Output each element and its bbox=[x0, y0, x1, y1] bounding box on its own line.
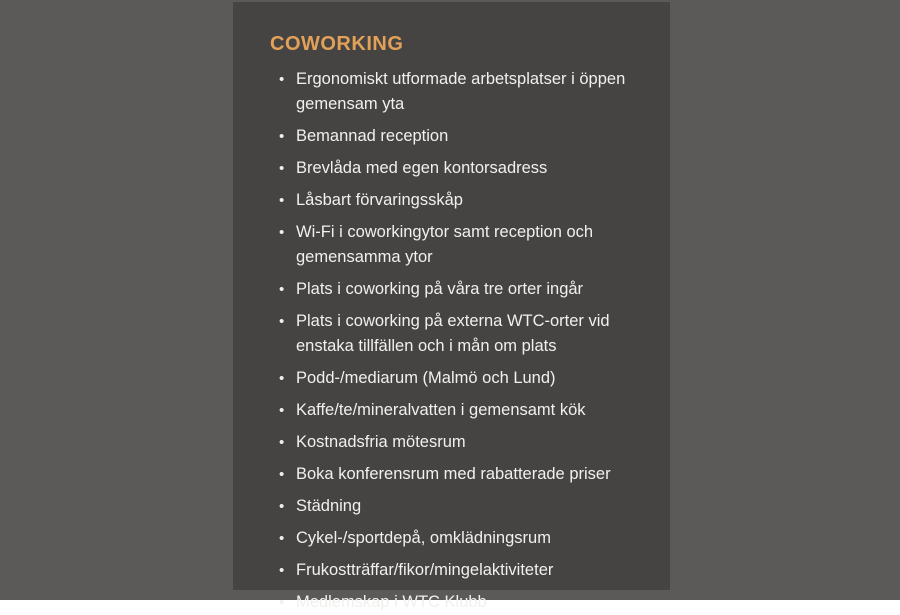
bullet-icon: • bbox=[279, 160, 285, 177]
bullet-icon: • bbox=[279, 434, 285, 451]
list-item-text: Frukostträffar/fikor/mingelaktiviteter bbox=[296, 561, 554, 579]
list-item bbox=[270, 398, 650, 423]
list-item bbox=[270, 558, 650, 583]
list-item-text: Plats i coworking på våra tre orter ingår bbox=[296, 280, 584, 298]
bullet-icon: • bbox=[279, 281, 285, 298]
bullet-icon: • bbox=[279, 313, 285, 330]
feature-list bbox=[270, 67, 650, 615]
list-item-text: Wi-Fi i coworkingytor samt reception och gemensamma ytor bbox=[296, 223, 594, 266]
slide-title: COWORKING bbox=[270, 33, 404, 55]
bullet-icon: • bbox=[279, 498, 285, 515]
list-item-text: Städning bbox=[296, 497, 362, 515]
list-item bbox=[270, 277, 650, 302]
list-item bbox=[270, 188, 650, 213]
bullet-icon: • bbox=[279, 530, 285, 547]
list-item bbox=[270, 220, 650, 270]
slide-panel bbox=[233, 2, 670, 611]
list-item-text: Plats i coworking på externa WTC-orter vid enstaka tillfällen och i mån om plats bbox=[296, 312, 610, 355]
list-item-text: Boka konferensrum med rabatterade priser bbox=[296, 465, 611, 483]
bullet-icon: • bbox=[279, 71, 285, 88]
bullet-icon: • bbox=[279, 192, 285, 209]
list-item-text: Brevlåda med egen kontorsadress bbox=[296, 159, 548, 177]
bullet-icon: • bbox=[279, 466, 285, 483]
list-item-text: Kostnadsfria mötesrum bbox=[296, 433, 466, 451]
list-item-text: Bemannad reception bbox=[296, 127, 449, 145]
list-item bbox=[270, 366, 650, 391]
list-item bbox=[270, 494, 650, 519]
bullet-icon: • bbox=[279, 224, 285, 241]
list-item bbox=[270, 462, 650, 487]
list-item-text: Låsbart förvaringsskåp bbox=[296, 191, 463, 209]
list-item-text: Cykel-/sportdepå, omklädningsrum bbox=[296, 529, 551, 547]
bullet-icon: • bbox=[279, 562, 285, 579]
list-item-text: Podd-/mediarum (Malmö och Lund) bbox=[296, 369, 556, 387]
bullet-icon: • bbox=[279, 128, 285, 145]
list-item-text: Kaffe/te/mineralvatten i gemensamt kök bbox=[296, 401, 586, 419]
list-item bbox=[270, 526, 650, 551]
list-item bbox=[270, 430, 650, 455]
list-item bbox=[270, 124, 650, 149]
bullet-icon: • bbox=[279, 370, 285, 387]
list-item bbox=[270, 67, 650, 117]
list-item bbox=[270, 309, 650, 359]
list-item-text: Medlemskap i WTC Klubb bbox=[296, 593, 487, 611]
bullet-icon: • bbox=[279, 594, 285, 611]
bullet-icon: • bbox=[279, 402, 285, 419]
list-item bbox=[270, 590, 650, 615]
list-item bbox=[270, 156, 650, 181]
list-item-text: Ergonomiskt utformade arbetsplatser i öppen gemensam yta bbox=[296, 70, 626, 113]
